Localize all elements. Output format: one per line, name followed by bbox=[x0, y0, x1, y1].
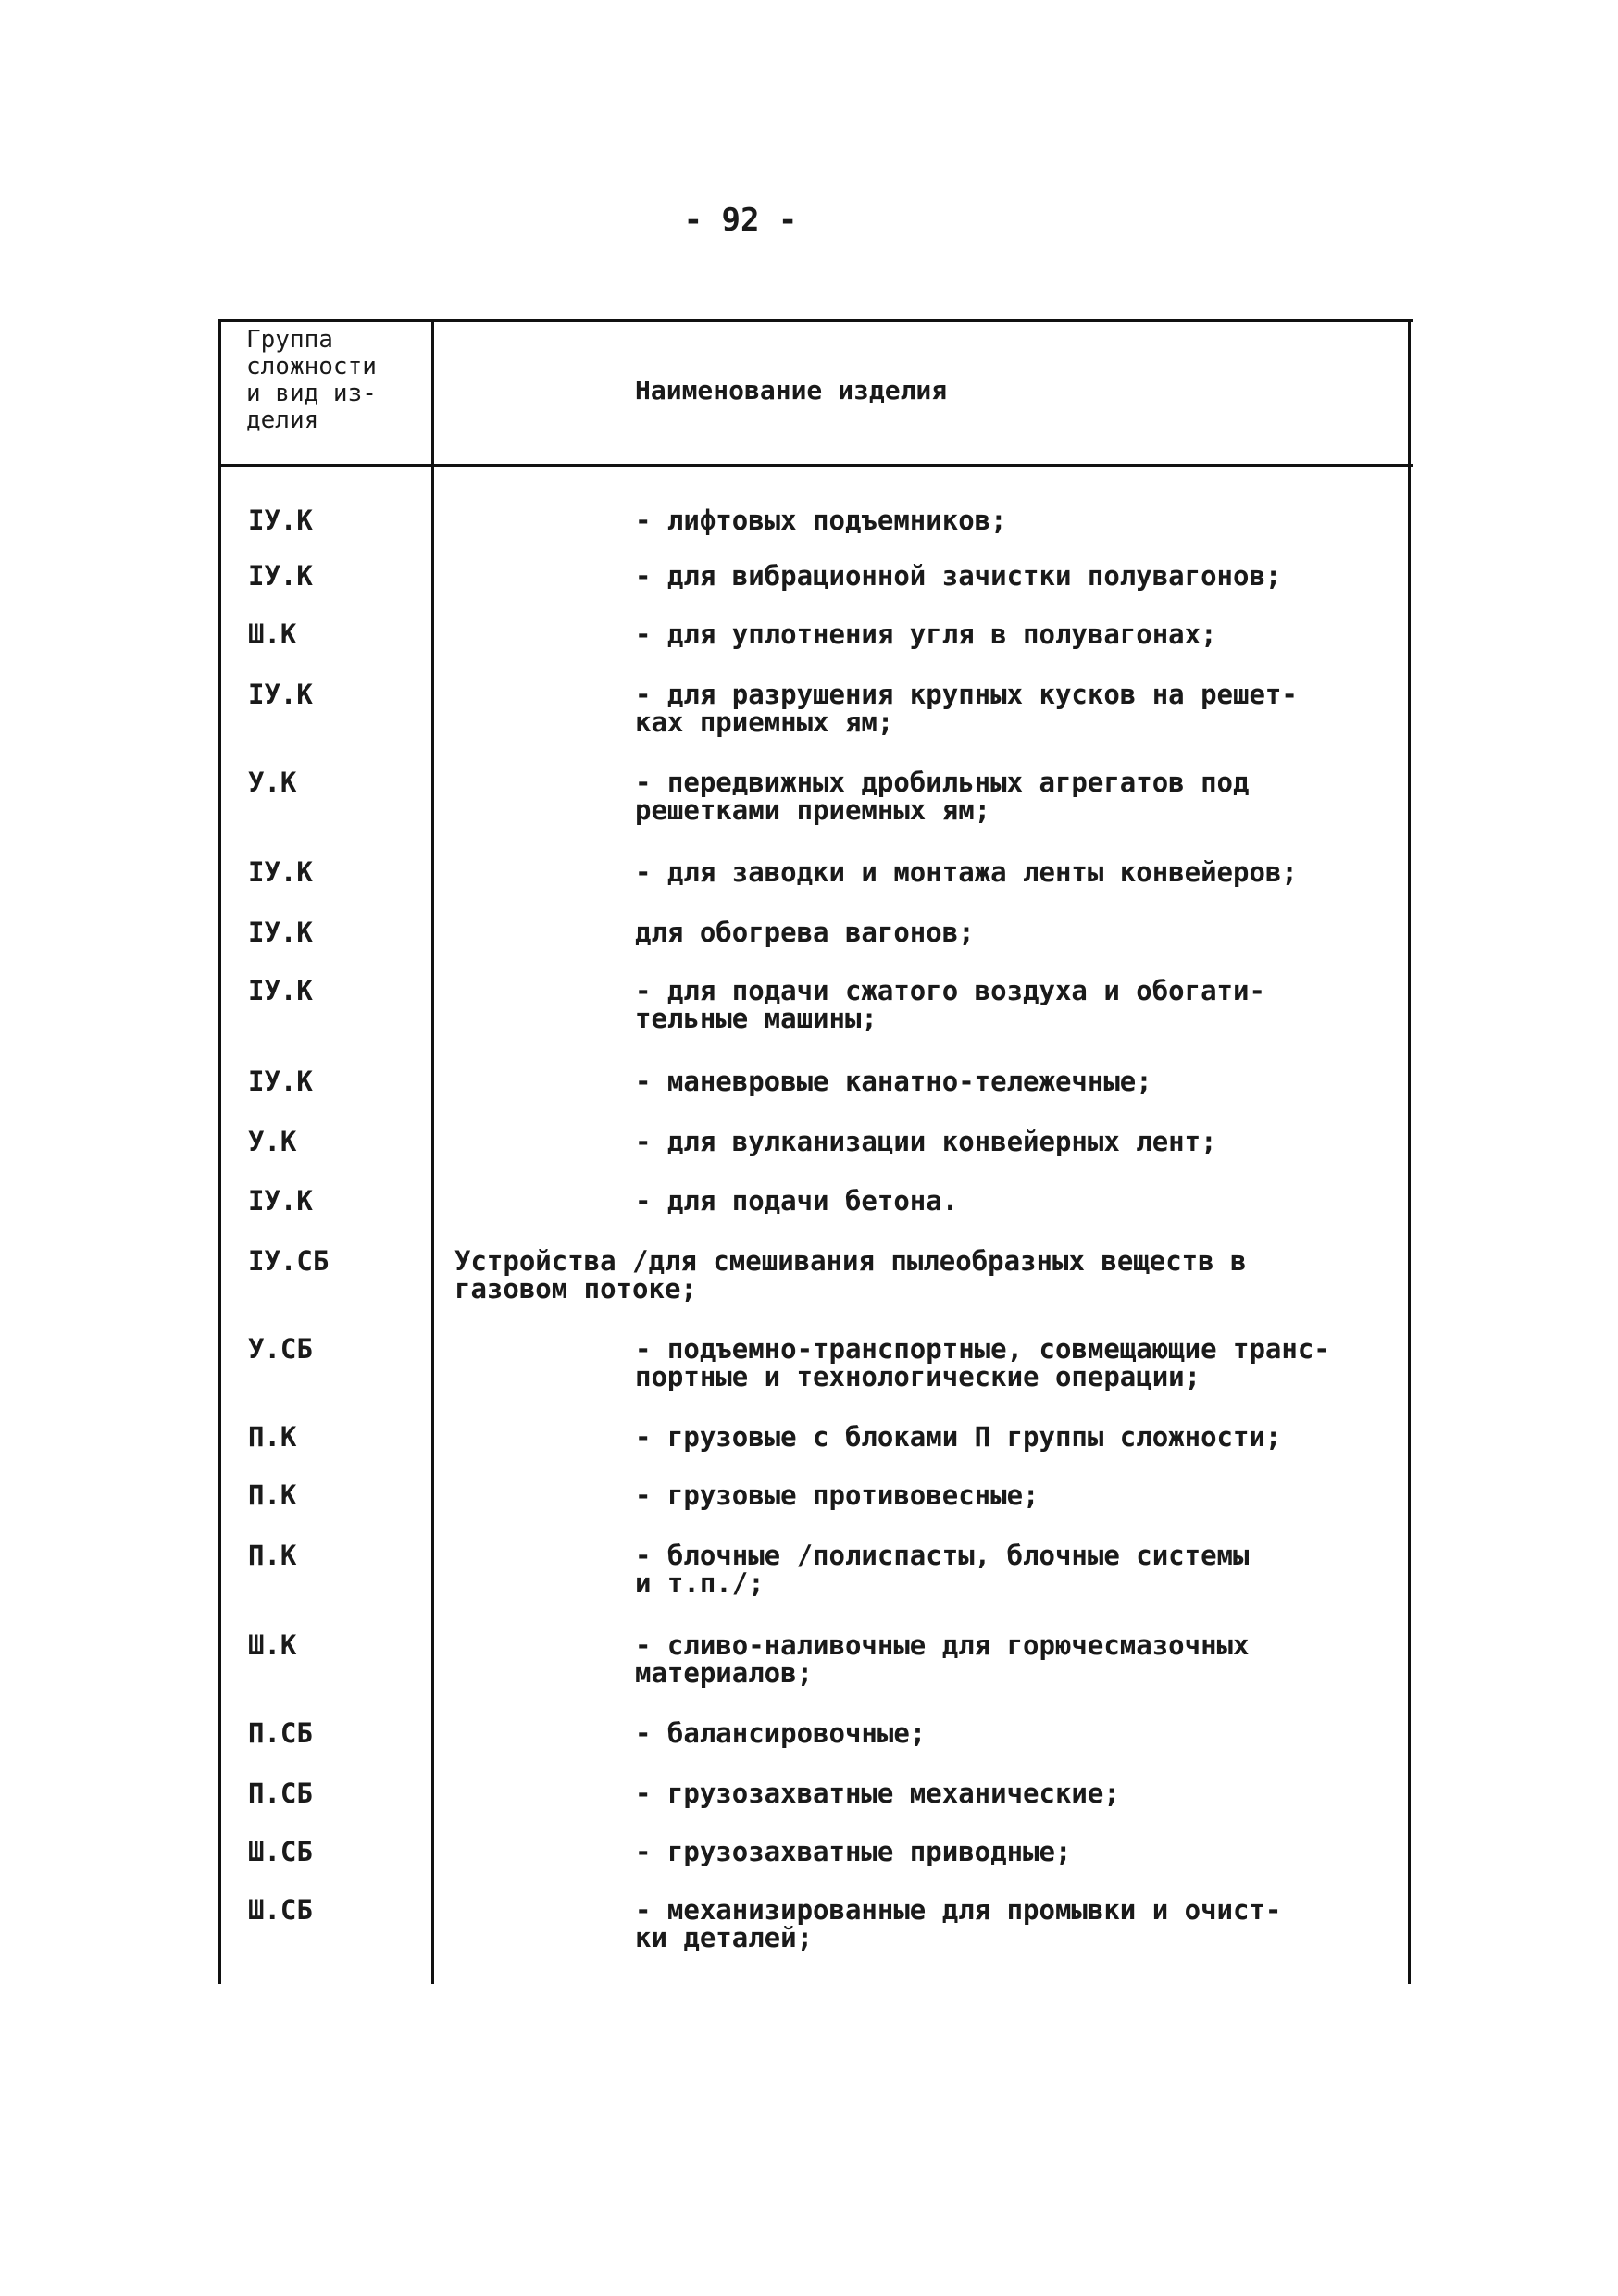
row-name: Устройства /для смешивания пылеобразных веществ в газовом потоке; bbox=[454, 1245, 1247, 1304]
row-code: У.К bbox=[248, 1126, 297, 1157]
row-code: IУ.К bbox=[248, 1185, 313, 1217]
product-table bbox=[218, 319, 1413, 1984]
row-code: У.СБ bbox=[248, 1333, 313, 1365]
row-code: IУ.К bbox=[248, 975, 313, 1006]
row-name: для обогрева вагонов; bbox=[635, 917, 975, 948]
row-name: - балансировочные; bbox=[635, 1717, 927, 1749]
row-code: П.К bbox=[248, 1421, 297, 1453]
row-name: - грузовые с блоками П группы сложности; bbox=[635, 1421, 1282, 1453]
header-group-column: Группа сложности и вид из- делия bbox=[246, 326, 377, 434]
row-code: П.К bbox=[248, 1540, 297, 1571]
table-left-border bbox=[218, 319, 221, 1984]
row-name: - грузовые противовесные; bbox=[635, 1479, 1039, 1511]
row-name: - блочные /полиспасты, блочные системы и т.п./; bbox=[635, 1540, 1250, 1599]
row-name: - для подачи сжатого воздуха и обогати- тельные машины; bbox=[635, 975, 1265, 1034]
row-name: - для подачи бетона. bbox=[635, 1185, 959, 1217]
row-code: Ш.К bbox=[248, 1629, 297, 1661]
row-code: IУ.К bbox=[248, 856, 313, 888]
row-name: - для заводки и монтажа ленты конвейеров; bbox=[635, 856, 1298, 888]
row-name: - для вулканизации конвейерных лент; bbox=[635, 1126, 1217, 1157]
page-number: - 92 - bbox=[683, 202, 798, 239]
row-name: - механизированные для промывки и очист- ки деталей; bbox=[635, 1894, 1282, 1953]
row-name: - для уплотнения угля в полувагонах; bbox=[635, 618, 1217, 650]
row-name: - сливо-наливочные для горючесмазочных материалов; bbox=[635, 1629, 1250, 1689]
table-column-divider bbox=[431, 319, 434, 1984]
row-code: Ш.К bbox=[248, 618, 297, 650]
row-code: П.К bbox=[248, 1479, 297, 1511]
row-code: Ш.СБ bbox=[248, 1836, 313, 1867]
row-name: - передвижных дробильных агрегатов под решетками приемных ям; bbox=[635, 767, 1250, 826]
row-name: - грузозахватные приводные; bbox=[635, 1836, 1072, 1867]
row-code: IУ.К bbox=[248, 917, 313, 948]
row-name: - для вибрационной зачистки полувагонов; bbox=[635, 560, 1282, 592]
row-code: У.К bbox=[248, 767, 297, 798]
row-code: IУ.К bbox=[248, 1066, 313, 1097]
row-code: Ш.СБ bbox=[248, 1894, 313, 1926]
row-name: - подъемно-транспортные, совмещающие транс- портные и технологические операции; bbox=[635, 1333, 1330, 1392]
row-name: - маневровые канатно-тележечные; bbox=[635, 1066, 1152, 1097]
row-code: П.СБ bbox=[248, 1717, 313, 1749]
row-name: - лифтовых подъемников; bbox=[635, 505, 1007, 536]
row-code: IУ.К bbox=[248, 679, 313, 710]
header-name-column: Наименование изделия bbox=[635, 375, 948, 406]
row-name: - грузозахватные механические; bbox=[635, 1778, 1120, 1809]
row-name: - для разрушения крупных кусков на решет- ках приемных ям; bbox=[635, 679, 1298, 738]
row-code: П.СБ bbox=[248, 1778, 313, 1809]
row-code: IУ.К bbox=[248, 560, 313, 592]
table-header-rule bbox=[218, 464, 1413, 467]
table-top-border bbox=[218, 319, 1413, 322]
table-right-border bbox=[1408, 319, 1411, 1984]
row-code: IУ.СБ bbox=[248, 1245, 330, 1277]
row-code: IУ.К bbox=[248, 505, 313, 536]
